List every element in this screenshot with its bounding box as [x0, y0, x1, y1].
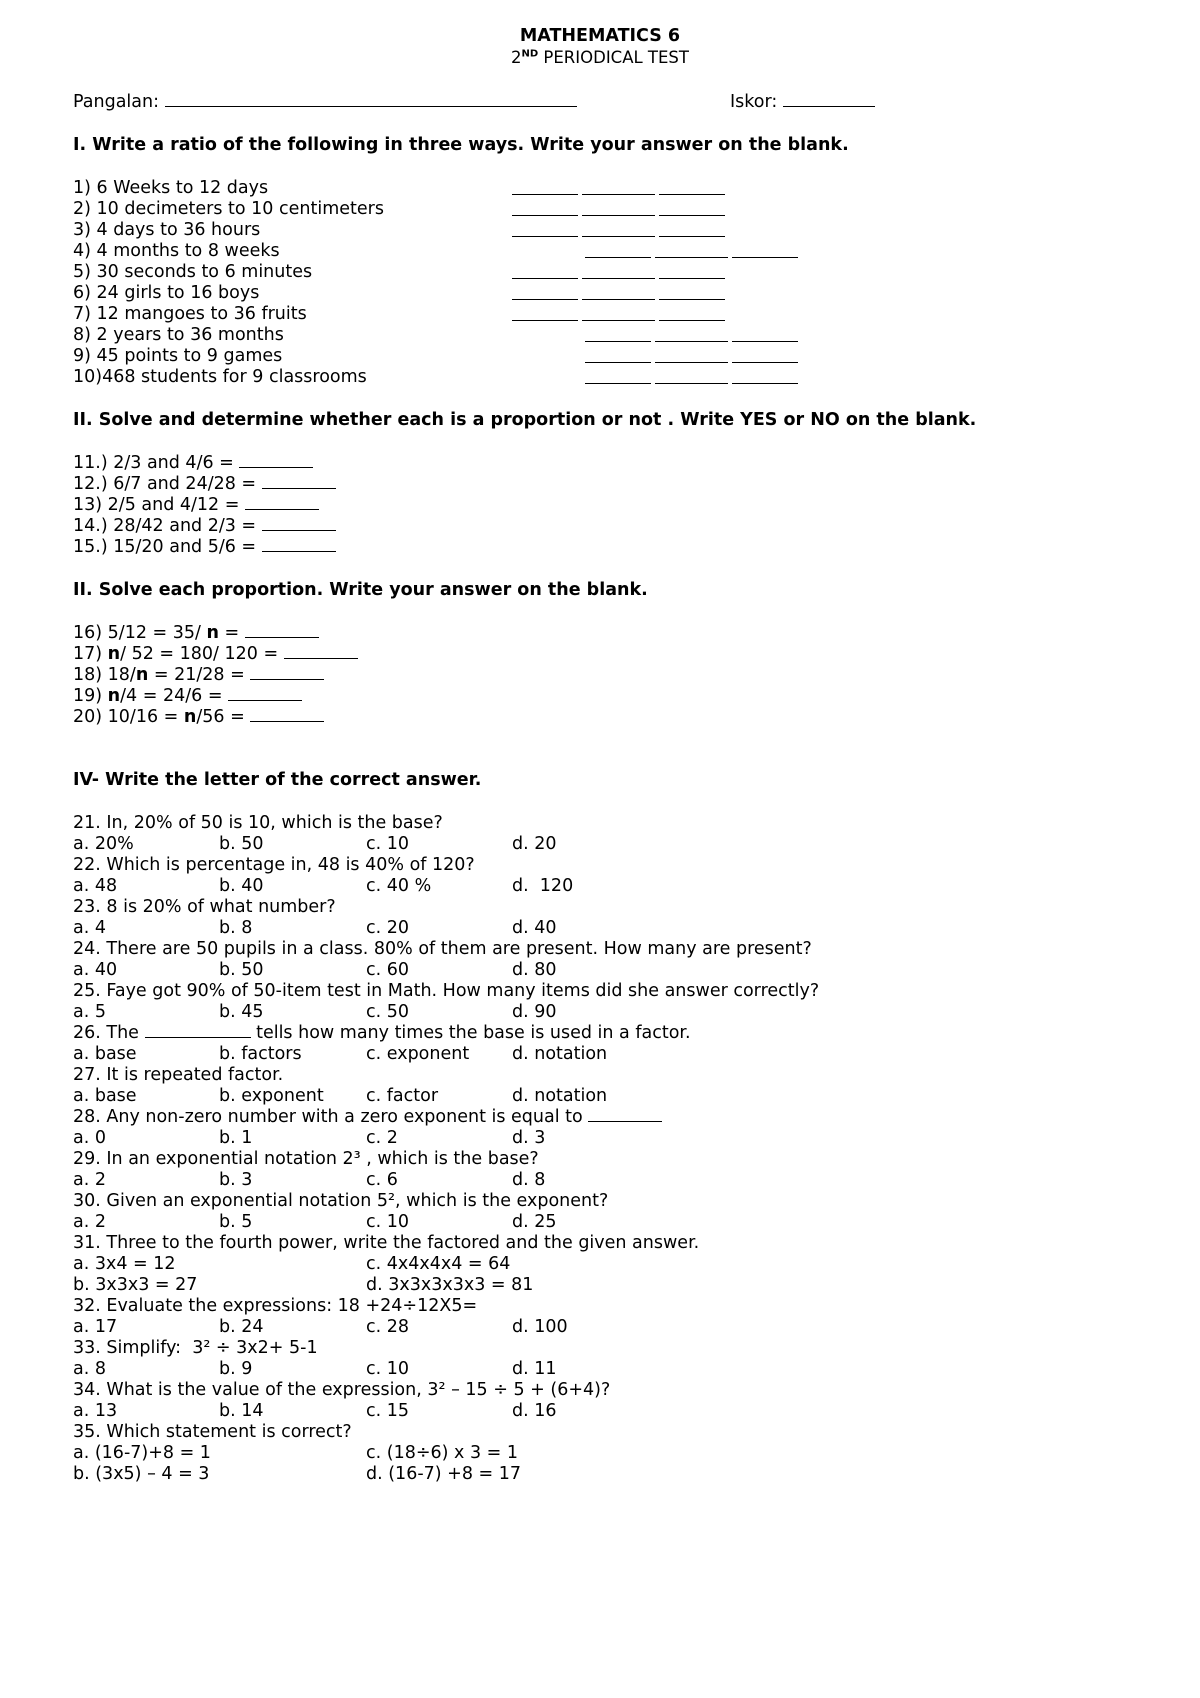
q23-opt-a: a. 4	[73, 918, 106, 938]
question-32: 32. Evaluate the expressions: 18 +24÷12X5=	[73, 1296, 478, 1316]
ratio-item-4: 4) 4 months to 8 weeks	[73, 241, 280, 261]
solve-item-18-n: n	[135, 665, 149, 685]
ratio-blanks-6[interactable]	[512, 283, 727, 304]
q28-opt-b: b. 1	[219, 1128, 253, 1148]
name-label: Pangalan:	[73, 92, 165, 112]
q22-opt-d: d. 120	[512, 876, 574, 896]
proportion-item-13-text: 13) 2/5 and 4/12 =	[73, 495, 245, 515]
q34-opt-c: c. 15	[366, 1401, 410, 1421]
solve-item-16-a: 16) 5/12 = 35/	[73, 623, 207, 643]
q28-opt-c: c. 2	[366, 1128, 398, 1148]
q29-opt-d: d. 8	[512, 1170, 546, 1190]
q23-opt-c: c. 20	[366, 918, 410, 938]
q22-opt-b: b. 40	[219, 876, 264, 896]
q27-opt-d: d. notation	[512, 1086, 608, 1106]
proportion-item-14	[73, 516, 336, 537]
question-21: 21. In, 20% of 50 is 10, which is the base?	[73, 813, 443, 833]
q33-opt-d: d. 11	[512, 1359, 557, 1379]
q29-opt-a: a. 2	[73, 1170, 106, 1190]
question-34: 34. What is the value of the expression, 3² – 15 ÷ 5 + (6+4)?	[73, 1380, 611, 1400]
q26-blank[interactable]	[145, 1036, 251, 1038]
q24-opt-d: d. 80	[512, 960, 557, 980]
q25-opt-b: b. 45	[219, 1002, 264, 1022]
question-24: 24. There are 50 pupils in a class. 80% of them are present. How many are present?	[73, 939, 812, 959]
q35-opt-a: a. (16-7)+8 = 1	[73, 1443, 211, 1463]
name-field	[73, 92, 577, 113]
ratio-item-3: 3) 4 days to 36 hours	[73, 220, 261, 240]
q23-opt-b: b. 8	[219, 918, 253, 938]
question-30: 30. Given an exponential notation 5², which is the exponent?	[73, 1191, 609, 1211]
question-31: 31. Three to the fourth power, write the factored and the given answer.	[73, 1233, 700, 1253]
solve-item-20	[73, 707, 324, 728]
q34-opt-b: b. 14	[219, 1401, 264, 1421]
proportion-blank-15[interactable]	[262, 550, 336, 552]
solve-item-17-n: n	[107, 644, 121, 664]
ratio-blanks-4[interactable]	[585, 241, 800, 262]
q28-blank[interactable]	[588, 1120, 662, 1122]
solve-blank-16[interactable]	[245, 636, 319, 638]
solve-item-18-a: 18) 18/	[73, 665, 136, 685]
question-28-text: 28. Any non-zero number with a zero exponent is equal to	[73, 1107, 589, 1127]
q35-opt-c: c. (18÷6) x 3 = 1	[366, 1443, 519, 1463]
q22-opt-a: a. 48	[73, 876, 118, 896]
ratio-blanks-3[interactable]	[512, 220, 727, 241]
proportion-blank-11[interactable]	[239, 466, 313, 468]
score-field	[730, 92, 875, 113]
solve-item-19-a: 19)	[73, 686, 108, 706]
question-22: 22. Which is percentage in, 48 is 40% of 120?	[73, 855, 475, 875]
q30-opt-b: b. 5	[219, 1212, 253, 1232]
ratio-blanks-9[interactable]	[585, 346, 800, 367]
question-23: 23. 8 is 20% of what number?	[73, 897, 336, 917]
question-35: 35. Which statement is correct?	[73, 1422, 352, 1442]
question-26-a: 26. The	[73, 1023, 145, 1043]
page-subtitle	[0, 48, 1200, 67]
question-25: 25. Faye got 90% of 50-item test in Math. How many items did she answer correctly?	[73, 981, 820, 1001]
q35-opt-b: b. (3x5) – 4 = 3	[73, 1464, 210, 1484]
q28-opt-a: a. 0	[73, 1128, 106, 1148]
proportion-item-11	[73, 453, 313, 474]
q26-opt-a: a. base	[73, 1044, 137, 1064]
q21-opt-b: b. 50	[219, 834, 264, 854]
question-33: 33. Simplify: 3² ÷ 3x2+ 5-1	[73, 1338, 318, 1358]
q32-opt-b: b. 24	[219, 1317, 264, 1337]
ratio-item-8: 8) 2 years to 36 months	[73, 325, 284, 345]
question-26	[73, 1023, 691, 1044]
q21-opt-d: d. 20	[512, 834, 557, 854]
section-2-heading: II. Solve and determine whether each is a proportion or not . Write YES or NO on the blank.	[73, 410, 977, 430]
proportion-item-12-text: 12.) 6/7 and 24/28 =	[73, 474, 262, 494]
ratio-blanks-10[interactable]	[585, 367, 800, 388]
q25-opt-c: c. 50	[366, 1002, 410, 1022]
q33-opt-a: a. 8	[73, 1359, 106, 1379]
solve-item-20-b: /56 =	[196, 707, 251, 727]
q27-opt-c: c. factor	[366, 1086, 439, 1106]
score-blank[interactable]	[783, 105, 875, 107]
q31-opt-a: a. 3x4 = 12	[73, 1254, 176, 1274]
q34-opt-a: a. 13	[73, 1401, 118, 1421]
q27-opt-a: a. base	[73, 1086, 137, 1106]
solve-item-18	[73, 665, 324, 686]
proportion-item-15-text: 15.) 15/20 and 5/6 =	[73, 537, 262, 557]
solve-blank-17[interactable]	[284, 657, 358, 659]
proportion-item-14-text: 14.) 28/42 and 2/3 =	[73, 516, 262, 536]
q34-opt-d: d. 16	[512, 1401, 557, 1421]
score-label: Iskor:	[730, 92, 783, 112]
q31-opt-d: d. 3x3x3x3x3 = 81	[366, 1275, 534, 1295]
solve-item-16-n: n	[206, 623, 219, 643]
q30-opt-c: c. 10	[366, 1212, 410, 1232]
solve-item-17	[73, 644, 358, 665]
solve-item-17-a: 17)	[73, 644, 108, 664]
page-title: MATHEMATICS 6	[519, 26, 681, 46]
ratio-blanks-5[interactable]	[512, 262, 727, 283]
question-29: 29. In an exponential notation 2³ , which is the base?	[73, 1149, 539, 1169]
proportion-item-15	[73, 537, 336, 558]
q31-opt-c: c. 4x4x4x4 = 64	[366, 1254, 511, 1274]
q35-opt-d: d. (16-7) +8 = 17	[366, 1464, 522, 1484]
proportion-item-11-text: 11.) 2/3 and 4/6 =	[73, 453, 240, 473]
q30-opt-a: a. 2	[73, 1212, 106, 1232]
section-3-heading: II. Solve each proportion. Write your answer on the blank.	[73, 580, 648, 600]
q24-opt-b: b. 50	[219, 960, 264, 980]
solve-item-19	[73, 686, 302, 707]
solve-blank-20[interactable]	[250, 720, 324, 722]
solve-item-18-b: = 21/28 =	[148, 665, 251, 685]
q26-opt-c: c. exponent	[366, 1044, 470, 1064]
subtitle-ordinal: 2	[511, 48, 522, 67]
q33-opt-c: c. 10	[366, 1359, 410, 1379]
question-26-b: tells how many times the base is used in a factor.	[250, 1023, 691, 1043]
q23-opt-d: d. 40	[512, 918, 557, 938]
proportion-blank-13[interactable]	[245, 508, 319, 510]
proportion-blank-14[interactable]	[262, 529, 336, 531]
name-blank[interactable]	[165, 105, 577, 107]
solve-item-16	[73, 623, 319, 644]
q29-opt-c: c. 6	[366, 1170, 398, 1190]
ratio-item-7: 7) 12 mangoes to 36 fruits	[73, 304, 307, 324]
q33-opt-b: b. 9	[219, 1359, 253, 1379]
section-4-heading: IV- Write the letter of the correct answer.	[73, 770, 482, 790]
q21-opt-c: c. 10	[366, 834, 410, 854]
question-27: 27. It is repeated factor.	[73, 1065, 284, 1085]
q26-opt-d: d. notation	[512, 1044, 608, 1064]
ratio-item-10: 10)468 students for 9 classrooms	[73, 367, 367, 387]
q32-opt-c: c. 28	[366, 1317, 410, 1337]
solve-blank-18[interactable]	[250, 678, 324, 680]
q25-opt-a: a. 5	[73, 1002, 106, 1022]
q21-opt-a: a. 20%	[73, 834, 134, 854]
q25-opt-d: d. 90	[512, 1002, 557, 1022]
solve-item-16-b: =	[218, 623, 245, 643]
q29-opt-b: b. 3	[219, 1170, 253, 1190]
q24-opt-a: a. 40	[73, 960, 118, 980]
q32-opt-a: a. 17	[73, 1317, 118, 1337]
proportion-item-13	[73, 495, 319, 516]
subtitle-suffix: ND	[521, 48, 539, 60]
solve-blank-19[interactable]	[228, 699, 302, 701]
proportion-item-12	[73, 474, 336, 495]
ratio-blanks-1[interactable]	[512, 178, 727, 199]
ratio-blanks-8[interactable]	[585, 325, 800, 346]
ratio-blanks-2[interactable]	[512, 199, 727, 220]
q24-opt-c: c. 60	[366, 960, 410, 980]
ratio-item-9: 9) 45 points to 9 games	[73, 346, 283, 366]
q30-opt-d: d. 25	[512, 1212, 557, 1232]
q32-opt-d: d. 100	[512, 1317, 568, 1337]
q22-opt-c: c. 40 %	[366, 876, 432, 896]
solve-item-20-n: n	[183, 707, 197, 727]
solve-item-17-b: / 52 = 180/ 120 =	[120, 644, 284, 664]
solve-item-19-n: n	[107, 686, 121, 706]
q26-opt-b: b. factors	[219, 1044, 302, 1064]
solve-item-20-a: 20) 10/16 =	[73, 707, 184, 727]
q27-opt-b: b. exponent	[219, 1086, 324, 1106]
q28-opt-d: d. 3	[512, 1128, 546, 1148]
ratio-item-5: 5) 30 seconds to 6 minutes	[73, 262, 313, 282]
question-28	[73, 1107, 662, 1128]
q31-opt-b: b. 3x3x3 = 27	[73, 1275, 198, 1295]
solve-item-19-b: /4 = 24/6 =	[120, 686, 229, 706]
ratio-item-2: 2) 10 decimeters to 10 centimeters	[73, 199, 384, 219]
ratio-blanks-7[interactable]	[512, 304, 727, 325]
proportion-blank-12[interactable]	[262, 487, 336, 489]
ratio-item-1: 1) 6 Weeks to 12 days	[73, 178, 269, 198]
section-1-heading: I. Write a ratio of the following in three ways. Write your answer on the blank.	[73, 135, 849, 155]
ratio-item-6: 6) 24 girls to 16 boys	[73, 283, 260, 303]
subtitle-rest: PERIODICAL TEST	[543, 48, 689, 67]
